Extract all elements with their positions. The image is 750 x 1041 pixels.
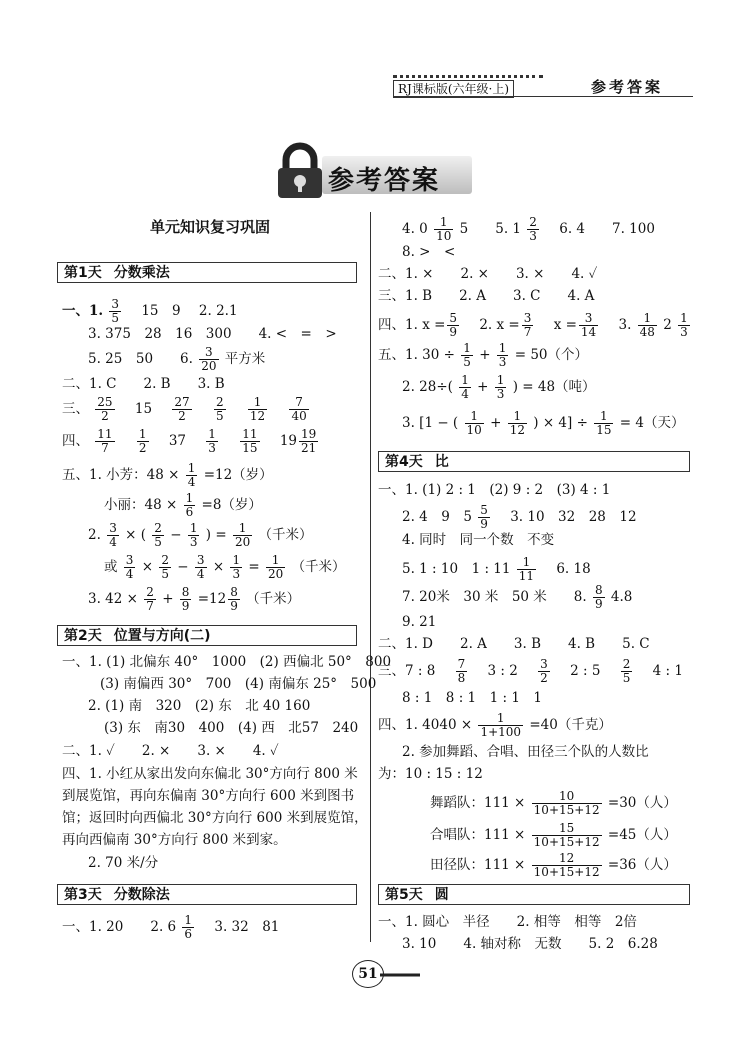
answer-text: 或 xyxy=(104,559,118,575)
numerator: 1 xyxy=(461,373,469,387)
fraction xyxy=(182,914,194,941)
fraction xyxy=(621,658,633,685)
numerator: 1 xyxy=(189,521,198,535)
denominator: 20 xyxy=(267,567,284,581)
denominator: 2 xyxy=(138,441,147,455)
answer-text: = 50（个） xyxy=(514,347,589,363)
denominator: 7 xyxy=(101,441,109,455)
answer-banner xyxy=(272,142,472,200)
magnifier-handle-icon xyxy=(380,972,420,978)
answer-text: 19 xyxy=(279,433,297,449)
fraction xyxy=(538,658,550,685)
answer-text: 15 xyxy=(134,401,153,417)
denominator: 2 xyxy=(540,671,548,685)
denominator: 5 xyxy=(463,355,471,369)
fraction xyxy=(678,312,690,339)
fraction xyxy=(459,374,471,401)
numerator: 11 xyxy=(242,427,258,441)
answer-line xyxy=(402,504,637,531)
denominator: 15 xyxy=(596,423,612,437)
fraction xyxy=(478,504,490,531)
answer-line xyxy=(402,584,632,611)
answer-text: 4 : 1 xyxy=(652,663,683,679)
answer-line: 3. 375 28 16 300 4. < = > xyxy=(88,326,337,342)
answer-line xyxy=(430,822,677,849)
denominator: 5 xyxy=(161,567,169,581)
answer-line xyxy=(402,374,596,401)
numerator: 1 xyxy=(184,913,193,927)
numerator: 3 xyxy=(196,553,205,567)
answer-text: （千米） xyxy=(291,559,346,575)
day4-topic: 比 xyxy=(434,454,449,470)
numerator: 27 xyxy=(174,395,190,409)
item-number: 四、 xyxy=(62,433,89,449)
denominator: 12 xyxy=(509,423,525,437)
answer-line: 二、1. × 2. × 3. × 4. ✓ xyxy=(378,266,598,282)
fraction xyxy=(579,312,598,339)
answer-line: 8. > < xyxy=(402,244,456,260)
numerator: 3 xyxy=(523,311,532,325)
fraction xyxy=(206,428,218,455)
denominator: 7 xyxy=(523,325,532,339)
answer-line xyxy=(104,554,346,581)
fraction xyxy=(230,554,242,581)
denominator: 4 xyxy=(196,567,205,581)
numerator: 1 xyxy=(232,553,241,567)
day2-label: 第2天 xyxy=(64,628,102,644)
answer-line xyxy=(62,462,273,489)
answer-line: 3. 10 4. 轴对称 无数 5. 2 6.28 xyxy=(402,936,658,952)
denominator: 6 xyxy=(184,927,193,941)
answer-text: 3. xyxy=(618,317,632,333)
day4-label: 第4天 xyxy=(385,454,423,470)
answer-text: =45（人） xyxy=(607,827,677,843)
fraction xyxy=(532,852,602,879)
denominator: 7 xyxy=(146,599,154,613)
denominator: 9 xyxy=(480,517,488,531)
answer-line: 二、1. D 2. A 3. B 4. B 5. C xyxy=(378,636,650,652)
answer-line: 二、1. ✓ 2. × 3. × 4. ✓ xyxy=(62,743,279,759)
denominator: 5 xyxy=(215,409,224,423)
answer-line xyxy=(430,852,677,879)
answer-text: x = xyxy=(496,317,520,333)
answer-text: + xyxy=(490,415,502,431)
fraction xyxy=(95,428,114,455)
denominator: 5 xyxy=(154,535,162,549)
answer-text: 2. 4 9 5 xyxy=(402,509,472,525)
answer-text: 2. xyxy=(479,317,493,333)
numerator: 1 xyxy=(465,410,484,424)
fraction xyxy=(95,396,114,423)
answer-line: 再向西偏南 30°方向行 800 米到家。 xyxy=(62,832,287,848)
numerator: 1 xyxy=(248,396,267,410)
day5-heading xyxy=(378,884,690,905)
denominator: 10+15+12 xyxy=(533,803,600,817)
numerator: 1 xyxy=(208,427,216,441)
answer-line: 三、1. B 2. A 3. C 4. A xyxy=(378,288,595,304)
fraction xyxy=(465,410,484,437)
answer-text: 五、1. 30 ÷ xyxy=(378,347,455,363)
fraction xyxy=(638,312,657,339)
fraction xyxy=(233,522,252,549)
numerator: 1 xyxy=(434,216,453,230)
answer-line xyxy=(62,428,320,455)
numerator: 1 xyxy=(463,341,471,355)
answer-text: 5. 25 50 6. xyxy=(88,351,193,367)
numerator: 3 xyxy=(125,553,134,567)
denominator: 12 xyxy=(249,409,266,423)
answer-text: = xyxy=(248,559,260,575)
answer-line xyxy=(88,522,313,549)
answer-text: x = xyxy=(553,317,577,333)
fraction xyxy=(186,462,198,489)
answer-text: 3. [1 − ( xyxy=(402,415,459,431)
denominator: 3 xyxy=(208,441,216,455)
day4-heading xyxy=(378,451,690,472)
denominator: 4 xyxy=(461,387,469,401)
answer-line xyxy=(62,396,311,423)
answer-text: ) × 4] ÷ xyxy=(533,415,588,431)
answer-text: 舞蹈队：111 × xyxy=(430,795,526,811)
answer-text: 5 5. 1 xyxy=(459,221,521,237)
numerator: 1 xyxy=(508,410,527,424)
header-title: 参考答案 xyxy=(591,78,664,96)
section-title: 单元知识复习巩固 xyxy=(150,218,271,236)
answer-line xyxy=(402,216,655,243)
answer-line: 4. 同时 同一个数 不变 xyxy=(402,532,555,548)
answer-line: 一、1. 圆心 半径 2. 相等 相等 2倍 xyxy=(378,914,637,930)
column-divider xyxy=(370,212,371,942)
numerator: 5 xyxy=(449,311,458,325)
denominator: 8 xyxy=(457,671,466,685)
answer-text: 三、7 : 8 xyxy=(378,663,436,679)
fraction xyxy=(517,556,536,583)
answer-text: 15 9 xyxy=(141,303,181,319)
answer-line xyxy=(378,658,683,685)
fraction xyxy=(240,428,259,455)
answer-line: 2. (1) 南 320 (2) 东 北 40 160 xyxy=(88,698,311,714)
answer-text: ) = xyxy=(205,527,227,543)
numerator: 1 xyxy=(233,522,252,536)
denominator: 5 xyxy=(111,311,120,325)
numerator: 2 xyxy=(622,657,631,671)
denominator: 10+15+12 xyxy=(533,865,600,879)
denominator: 4 xyxy=(187,475,196,489)
answer-text: × ( xyxy=(125,527,146,543)
denominator: 3 xyxy=(189,535,198,549)
answer-text: 4.8 xyxy=(610,589,633,605)
denominator: 9 xyxy=(230,599,238,613)
answer-line: 为：10 : 15 : 12 xyxy=(378,766,483,782)
answer-text: − xyxy=(177,559,189,575)
fraction xyxy=(532,822,602,849)
answer-text: =40（千克） xyxy=(529,717,612,733)
answer-text: 四、1. 4040 × xyxy=(378,717,473,733)
day2-topic: 位置与方向(二) xyxy=(113,628,211,644)
answer-line: 9. 21 xyxy=(402,614,437,630)
fraction xyxy=(461,342,473,369)
answer-line: 到展览馆，再向东偏南 30°方向行 600 米到图书 xyxy=(62,788,355,804)
answer-line: 8 : 1 8 : 1 1 : 1 1 xyxy=(402,690,543,706)
answer-text: = 4（天） xyxy=(619,415,685,431)
fraction xyxy=(456,658,468,685)
answer-text: 6. 18 xyxy=(556,561,591,577)
fraction xyxy=(434,216,453,243)
denominator: 10 xyxy=(436,229,452,243)
numerator: 3 xyxy=(109,521,117,535)
item-number: 三、 xyxy=(62,401,89,417)
answer-text: x = xyxy=(422,317,446,333)
numerator: 3 xyxy=(111,297,120,311)
answer-line xyxy=(104,492,262,519)
answer-text: 7. 20米 30 米 50 米 8. xyxy=(402,589,587,605)
fraction xyxy=(137,428,149,455)
fraction xyxy=(144,586,156,613)
edition-label: RJ课标版(六年级·上) xyxy=(393,80,514,98)
answer-text: =36（人） xyxy=(607,857,677,873)
answer-text: 3. 10 32 28 12 xyxy=(510,509,637,525)
denominator: 5 xyxy=(622,671,631,685)
fraction xyxy=(107,522,119,549)
answer-text: + xyxy=(477,379,489,395)
numerator: 1 xyxy=(680,311,688,325)
answer-text: 3 : 2 xyxy=(487,663,518,679)
denominator: 9 xyxy=(449,325,458,339)
answer-text: =12 xyxy=(197,591,227,607)
denominator: 3 xyxy=(680,325,688,339)
numerator: 25 xyxy=(97,395,113,409)
banner-title: 参考答案 xyxy=(328,166,441,196)
day1-label: 第1天 xyxy=(64,265,102,281)
fraction xyxy=(152,522,164,549)
denominator: 4 xyxy=(109,535,117,549)
denominator: 3 xyxy=(496,387,505,401)
fraction xyxy=(495,374,507,401)
numerator: 19 xyxy=(301,427,317,441)
page-number: 51 xyxy=(352,960,384,988)
answer-text: 4. 0 xyxy=(402,221,428,237)
numerator: 1 xyxy=(517,556,536,570)
numerator: 1 xyxy=(638,312,657,326)
answer-text: 四、1. xyxy=(378,317,418,333)
denominator: 11 xyxy=(518,569,535,583)
answer-text: 2 xyxy=(663,317,672,333)
numerator: 1 xyxy=(478,712,523,726)
numerator: 1 xyxy=(498,341,507,355)
numerator: 2 xyxy=(146,585,154,599)
answer-line xyxy=(402,410,684,437)
answer-text: （千米） xyxy=(258,527,313,543)
numerator: 8 xyxy=(181,585,190,599)
numerator: 2 xyxy=(529,215,537,229)
answer-line: 一、1. (1) 2 : 1 (2) 9 : 2 (3) 4 : 1 xyxy=(378,482,611,498)
numerator: 2 xyxy=(215,395,224,409)
denominator: 20 xyxy=(201,359,217,373)
answer-line xyxy=(88,586,300,613)
denominator: 6 xyxy=(185,505,194,519)
answer-line xyxy=(378,312,692,339)
item-number: 2. xyxy=(88,527,101,543)
fraction xyxy=(522,312,534,339)
answer-text: 2. 2.1 xyxy=(198,303,238,319)
answer-line: 2. 参加舞蹈、合唱、田径三个队的人数比 xyxy=(402,744,649,760)
denominator: 3 xyxy=(232,567,241,581)
answer-line: (3) 南偏西 30° 700 (4) 南偏东 25° 500 xyxy=(100,676,377,692)
answer-line xyxy=(430,790,677,817)
numerator: 1 xyxy=(187,461,196,475)
day5-label: 第5天 xyxy=(385,887,423,903)
numerator: 1 xyxy=(266,554,285,568)
fraction xyxy=(508,410,527,437)
answer-text: 平方米 xyxy=(224,351,266,367)
denominator: 10 xyxy=(466,423,482,437)
fraction xyxy=(527,216,539,243)
denominator: 21 xyxy=(301,441,317,455)
fraction xyxy=(289,396,308,423)
answer-text: 一、1. 20 2. 6 xyxy=(62,919,177,935)
answer-text: − xyxy=(170,527,182,543)
fraction xyxy=(172,396,191,423)
day1-heading xyxy=(57,262,357,283)
answer-line: 2. 70 米/分 xyxy=(88,855,159,871)
answer-text: × xyxy=(141,559,154,575)
denominator: 15 xyxy=(242,441,258,455)
day3-topic: 分数除法 xyxy=(113,887,170,903)
answer-text: 五、1. 小芳：48 × xyxy=(62,467,180,483)
denominator: 40 xyxy=(291,409,307,423)
answer-line: 馆；返回时向西偏北 30°方向行 600 米到展览馆， xyxy=(62,810,368,826)
numerator: 10 xyxy=(532,790,602,804)
fraction xyxy=(188,522,200,549)
denominator: 9 xyxy=(594,597,603,611)
numerator: 8 xyxy=(594,583,603,597)
answer-line xyxy=(88,346,265,373)
denominator: 3 xyxy=(498,355,507,369)
numerator: 15 xyxy=(532,822,602,836)
answer-line: (3) 东 南30 400 (4) 西 北57 240 xyxy=(104,720,359,736)
answer-text: =12（岁） xyxy=(203,467,273,483)
answer-text: × xyxy=(212,559,225,575)
fraction xyxy=(532,790,602,817)
answer-line: 二、1. C 2. B 3. B xyxy=(62,376,225,392)
numerator: 7 xyxy=(289,396,308,410)
denominator: 48 xyxy=(639,325,655,339)
answer-text: （千米） xyxy=(246,591,301,607)
fraction xyxy=(497,342,509,369)
denominator: 3 xyxy=(529,229,537,243)
denominator: 4 xyxy=(125,567,134,581)
denominator: 2 xyxy=(178,409,186,423)
day3-heading xyxy=(57,884,357,905)
denominator: 9 xyxy=(181,599,190,613)
answer-text: ) = 48（吨） xyxy=(512,379,596,395)
numerator: 2 xyxy=(154,521,162,535)
page-header xyxy=(393,72,693,98)
answer-text: 3. 42 × xyxy=(88,591,138,607)
numerator: 3 xyxy=(579,312,598,326)
numerator: 11 xyxy=(97,427,113,441)
day2-heading xyxy=(57,625,357,646)
answer-text: + xyxy=(479,347,491,363)
answer-text: 合唱队：111 × xyxy=(430,827,526,843)
answer-text: =8（岁） xyxy=(201,497,262,513)
fraction xyxy=(447,312,459,339)
denominator: 20 xyxy=(234,535,251,549)
answer-line xyxy=(62,914,279,941)
numerator: 1 xyxy=(594,410,613,424)
header-dots xyxy=(393,75,543,78)
numerator: 1 xyxy=(185,491,194,505)
answer-text: 5. 1 : 10 1 : 11 xyxy=(402,561,511,577)
fraction xyxy=(159,554,171,581)
answer-text: 37 xyxy=(168,433,186,449)
numerator: 5 xyxy=(480,503,488,517)
fraction xyxy=(124,554,136,581)
answer-text: 田径队：111 × xyxy=(430,857,526,873)
answer-text: 3. 32 81 xyxy=(214,919,280,935)
numerator: 3 xyxy=(199,346,218,360)
answer-line xyxy=(378,712,612,739)
answer-text: 2 : 5 xyxy=(570,663,601,679)
denominator: 14 xyxy=(580,325,597,339)
answer-text: + xyxy=(162,591,174,607)
day1-topic: 分数乘法 xyxy=(113,265,170,281)
numerator: 1 xyxy=(496,373,505,387)
fraction xyxy=(248,396,267,423)
numerator: 12 xyxy=(532,852,602,866)
fraction xyxy=(195,554,207,581)
lock-icon xyxy=(272,142,332,200)
numerator: 7 xyxy=(457,657,466,671)
fraction xyxy=(199,346,218,373)
answer-line xyxy=(378,342,588,369)
denominator: 1+100 xyxy=(480,725,522,739)
numerator: 2 xyxy=(161,553,169,567)
answer-line xyxy=(402,556,591,583)
fraction xyxy=(478,712,523,739)
denominator: 2 xyxy=(101,409,109,423)
answer-text: 小丽：48 × xyxy=(104,497,178,513)
fraction xyxy=(594,410,613,437)
answer-line xyxy=(62,298,238,325)
fraction xyxy=(180,586,192,613)
day3-label: 第3天 xyxy=(64,887,102,903)
item-number: 一、1. xyxy=(62,303,104,319)
fraction xyxy=(228,586,240,613)
header-rule xyxy=(393,96,693,97)
answer-text: 2. 28÷( xyxy=(402,379,453,395)
denominator: 10+15+12 xyxy=(533,835,600,849)
fraction xyxy=(109,298,121,325)
numerator: 1 xyxy=(138,427,147,441)
answer-line: 四、1. 小红从家出发向东偏北 30°方向行 800 米 xyxy=(62,766,358,782)
fraction xyxy=(593,584,605,611)
day5-topic: 圆 xyxy=(434,887,449,903)
numerator: 3 xyxy=(540,657,548,671)
answer-line: 一、1. (1) 北偏东 40° 1000 (2) 西偏北 50° 800 xyxy=(62,654,392,670)
numerator: 8 xyxy=(230,585,238,599)
fraction xyxy=(214,396,226,423)
fraction xyxy=(266,554,285,581)
fraction xyxy=(184,492,196,519)
answer-text: 6. 4 7. 100 xyxy=(559,221,655,237)
answer-text: =30（人） xyxy=(607,795,677,811)
fraction xyxy=(299,428,318,455)
